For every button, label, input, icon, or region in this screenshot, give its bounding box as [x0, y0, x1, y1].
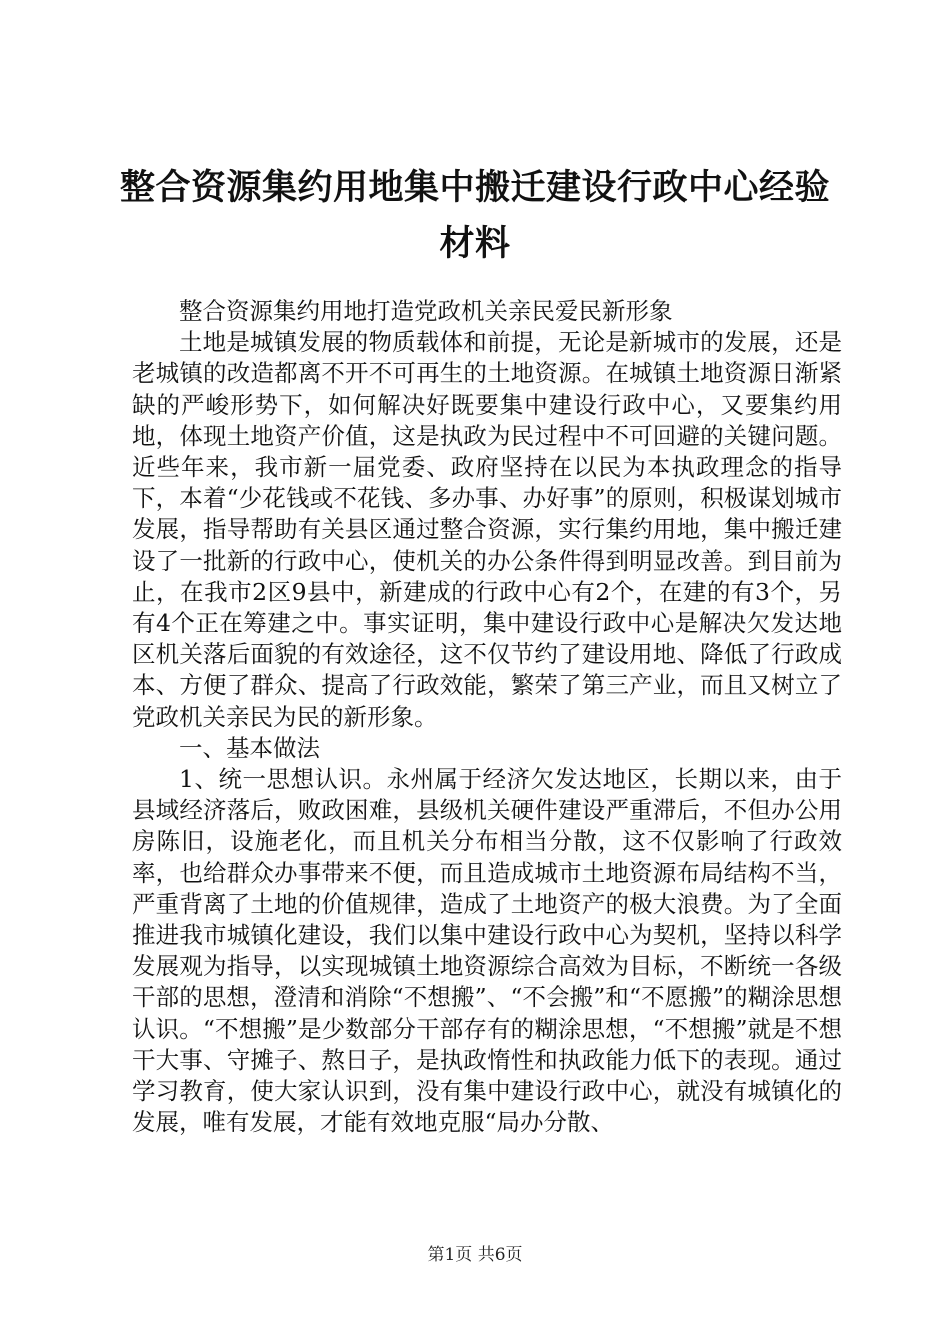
subtitle-paragraph: 整合资源集约用地打造党政机关亲民爱民新形象	[179, 297, 673, 325]
page-number-footer: 第1页 共6页	[427, 1245, 523, 1265]
intro-paragraph: 土地是城镇发展的物质载体和前提，无论是新城市的发展，还是老城镇的改造都离不开不可再生的土地资源。在城镇土地资源日渐紧缺的严峻形势下，如何解决好既要集中建设行政中心，又要集约用地，体现土地资产价值，这是执政为民过程中不可回避的关键问题。近些年来，我市新一届党委、政府坚持在以民为本执政理念的指导下，本着“少花钱或不花钱、多办事、办好事”的原则，积极谋划城市发展，指导帮助有关县区通过整合资源，实行集约用地，集中搬迁建设了一批新的行政中心，使机关的办公条件得到明显改善。到目前为止，在我市2区9县中，新建成的行政中心有2个，在建的有3个，另有4个正在筹建之中。事实证明，集中建设行政中心是解决欠发达地区机关落后面貌的有效途径，这不仅节约了建设用地、降低了行政成本、方便了群众、提高了行政效能，繁荣了第三产业，而且又树立了党政机关亲民为民的新形象。	[132, 328, 842, 731]
section-paragraph: 1、统一思想认识。永州属于经济欠发达地区，长期以来，由于县域经济落后，败政困难，县级机关硬件建设严重滞后，不但办公用房陈旧，设施老化，而且机关分布相当分散，这不仅影响了行政效率，也给群众办事带来不便，而且造成城市土地资源布局结构不当，严重背离了土地的价值规律，造成了土地资产的极大浪费。为了全面推进我市城镇化建设，我们以集中建设行政中心为契机，坚持以科学发展观为指导，以实现城镇土地资源综合高效为目标，不断统一各级干部的思想，澄清和消除“不想搬”、“不会搬”和“不愿搬”的糊涂思想认识。“不想搬”是少数部分干部存有的糊涂思想，“不想搬”就是不想干大事、守摊子、熬日子，是执政惰性和执政能力低下的表现。通过学习教育，使大家认识到，没有集中建设行政中心，就没有城镇化的发展，唯有发展，才能有效地克服“局办分散、	[132, 765, 842, 1137]
document-body	[132, 296, 842, 1138]
section-heading: 一、基本做法	[179, 733, 320, 762]
document-title: 整合资源集约用地集中搬迁建设行政中心经验材料	[119, 168, 830, 264]
